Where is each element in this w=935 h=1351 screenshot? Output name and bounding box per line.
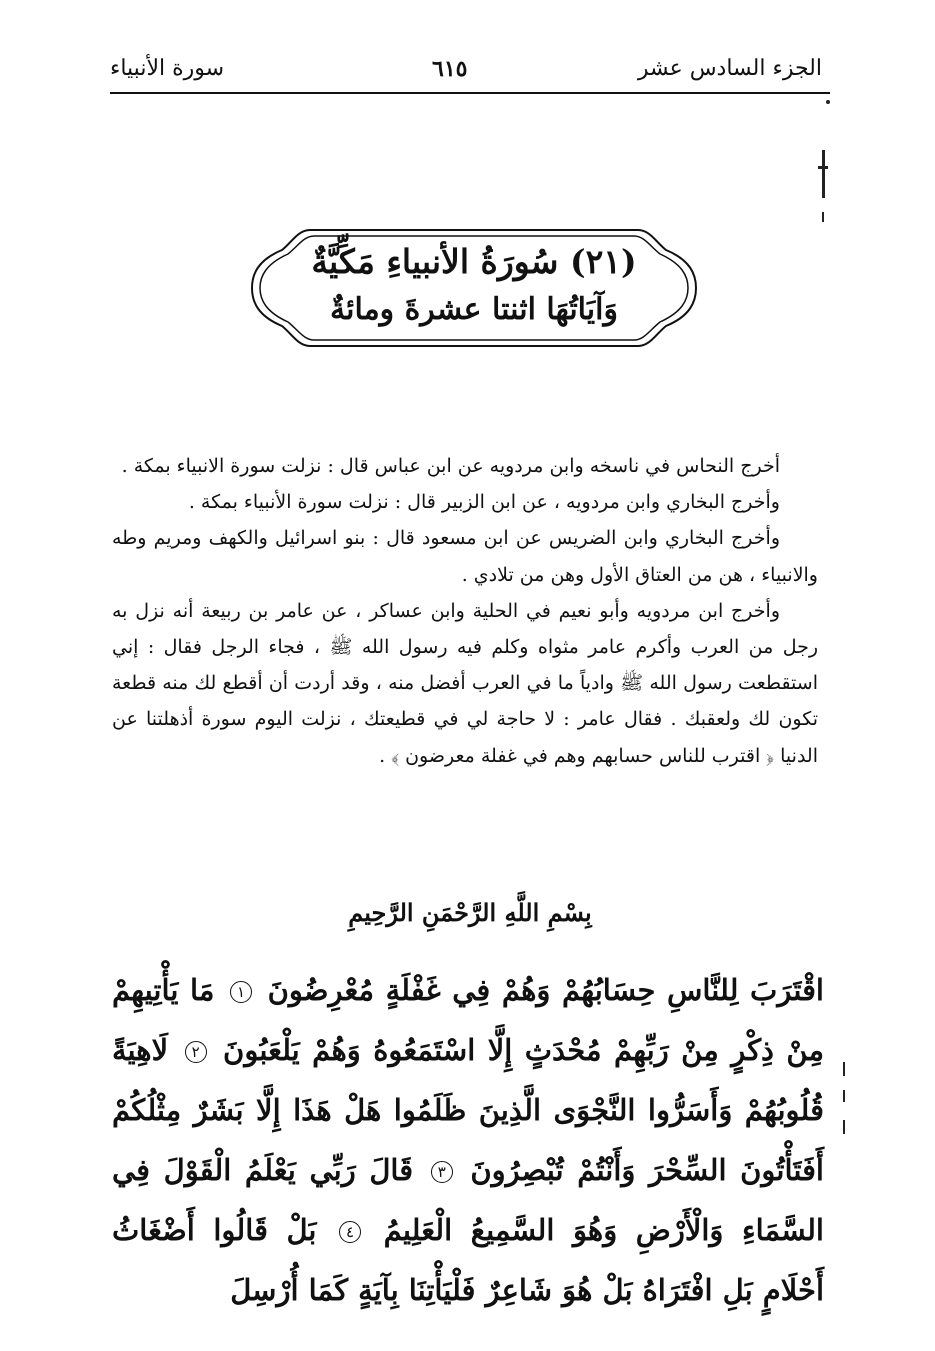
header-part-label: الجزء السادس عشر [637,56,822,81]
surah-title [248,222,700,354]
scan-mark [822,150,825,198]
ayah-number-marker: ١ [230,981,252,1003]
paragraph: وأخرج ابن مردويه وأبو نعيم في الحلية وابن عساكر ، عن عامر بن ربيعة أنه نزل به رجل من العرب وأكرم عامر مثواه وكلم فيه رسول الله ﷺ ، فجاء الرجل فقال : إني استقطعت رسول الله ﷺ وادياً ما في العرب أفضل منه ، وقد أردت أن أقطع لك منه قطعة تكون لك ولعقبك . فقال عامر : لا حاجة لي في قطيعتك ، نزلت اليوم سورة أذهلتنا عن الدنيا ﴿ اقترب للناس حسابهم وهم في غفلة معرضون ﴾ . [112,599,818,767]
ayah-number-marker: ٤ [339,1221,361,1243]
paragraph: وأخرج البخاري وابن الضريس عن ابن مسعود قال : بنو اسرائيل والكهف ومريم وطه والانبياء ، هن من العتاق الأول وهن من تلادي . [112,527,818,586]
basmala: بِسْمِ اللَّهِ الرَّحْمَنِ الرَّحِيمِ [348,898,592,927]
commentary-text [112,448,818,774]
paragraph: أخرج النحاس في ناسخه وابن مردويه عن ابن عباس قال : نزلت سورة الانبياء بمكة . [121,455,780,477]
surah-title-line2: وَآيَاتُهَا اثنتا عشرةَ ومائةٌ [330,292,618,327]
surah-title-line1: (٢١) سُورَةُ الأنبياءِ مَكِّيَّةٌ [311,242,637,281]
paragraph: وأخرج البخاري وابن مردويه ، عن ابن الزبير قال : نزلت سورة الأنبياء بمكة . [188,491,780,514]
verse-text: بَلْ قَالُوا أَضْغَاثُ أَحْلَامٍ بَلِ افْتَرَاهُ بَلْ هُوَ شَاعِرٌ فَلْيَأْتِنَا بِآيَةٍ كَمَا أُرْسِلَ [112,1213,824,1307]
verse-text: مَا يَأْتِيهِمْ مِنْ ذِكْرٍ مِنْ رَبِّهِمْ مُحْدَثٍ إِلَّا اسْتَمَعُوهُ وَهُمْ يَلْعَبُونَ [112,973,824,1067]
header-surah-label: سورة الأنبياء [110,56,225,81]
margin-dot [826,100,830,104]
verse-text: لَاهِيَةً قُلُوبُهُمْ وَأَسَرُّوا النَّجْوَى الَّذِينَ ظَلَمُوا هَلْ هَذَا إِلَّا بَشَرٌ مِثْلُكُمْ أَفَتَأْتُونَ السِّحْرَ وَأَنْتُمْ تُبْصِرُونَ [112,1033,824,1187]
running-header [110,52,822,92]
scan-mark [822,212,824,222]
scan-mark [843,1120,845,1134]
header-rule [110,92,830,94]
ayah-number-marker: ٣ [431,1161,453,1183]
scan-mark [843,1090,845,1102]
verse-text: اقْتَرَبَ لِلنَّاسِ حِسَابُهُمْ وَهُمْ فِي غَفْلَةٍ مُعْرِضُونَ [267,973,824,1007]
page-number: ٦١٥ [432,56,468,82]
quran-verses [112,960,824,1320]
verse-text: قَالَ رَبِّي يَعْلَمُ الْقَوْلَ فِي السَّمَاءِ وَالْأَرْضِ وَهُوَ السَّمِيعُ الْعَلِيمُ [112,1153,824,1247]
scan-mark [818,166,828,169]
scan-mark [843,1062,845,1076]
ayah-number-marker: ٢ [185,1041,207,1063]
